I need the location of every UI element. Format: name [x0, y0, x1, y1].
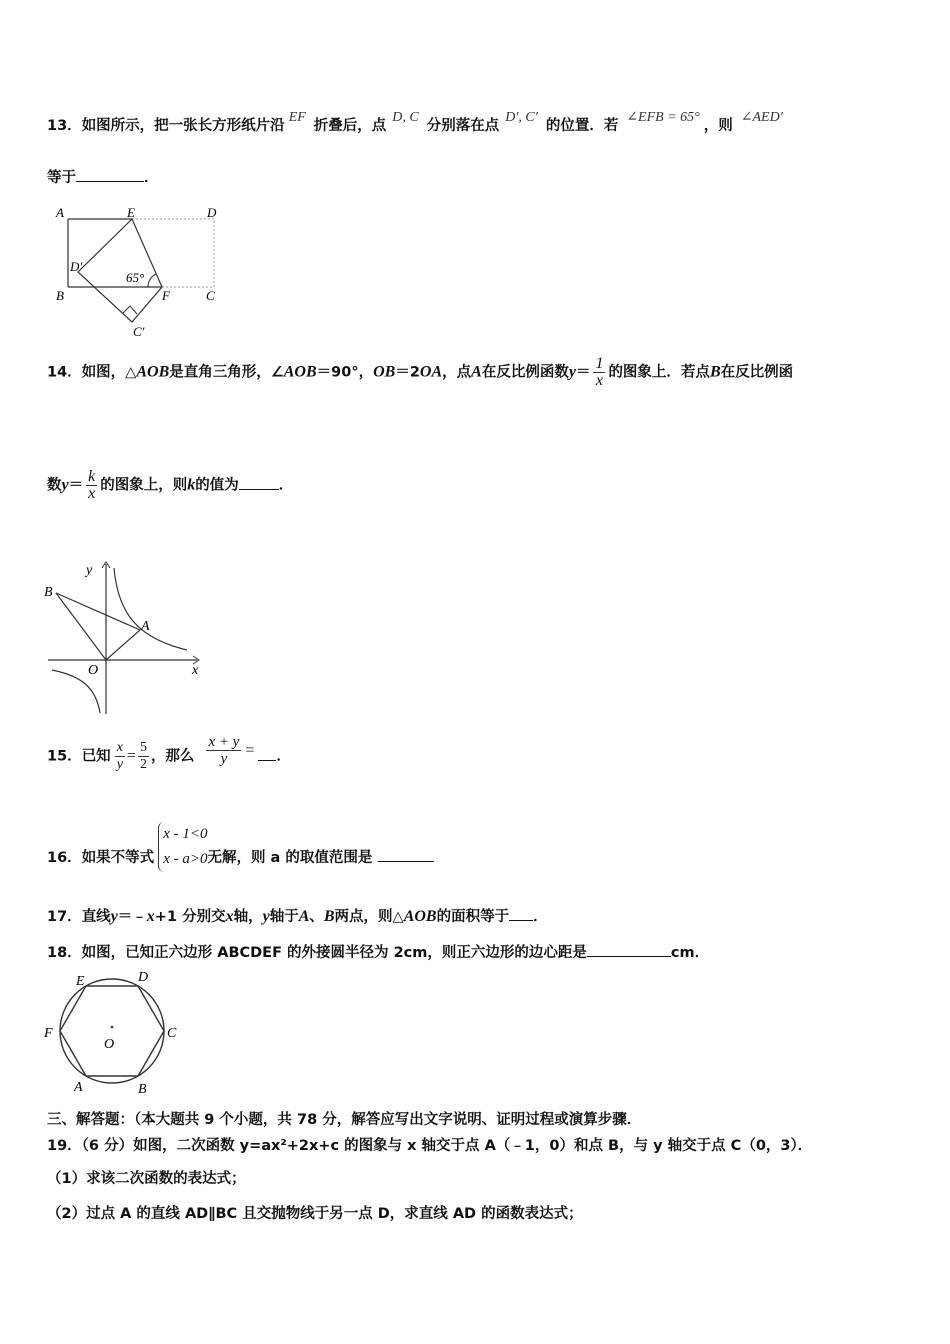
- answer-blank-15[interactable]: [258, 748, 276, 761]
- fig18-hexagon: [60, 986, 164, 1076]
- fig14-label-y: y: [86, 563, 93, 578]
- answer-blank-16[interactable]: [378, 849, 434, 862]
- q13-math-aed: ∠AED′: [740, 110, 783, 125]
- q19-part1: （1）求该二次函数的表达式；: [47, 1171, 246, 1187]
- q15-fraction-x-over-y: $\frac{x}{y}$: [116, 740, 123, 772]
- q14-figure: [42, 558, 212, 718]
- q16-inequality-system: [158, 822, 207, 872]
- fig13-label-c-prime: C′: [133, 324, 145, 339]
- fig14-label-o: O: [88, 663, 99, 678]
- fig13-label-d-prime: D′: [70, 259, 83, 274]
- q15-fraction-xy-over-y: $\frac{x + y}{y}$: [208, 734, 240, 767]
- q13-math-d1c1: D′, C′: [505, 110, 538, 125]
- fig18-label-a: A: [74, 1080, 83, 1095]
- q13-math-angle: ∠EFB = 65°: [626, 110, 700, 125]
- q13-figure: [50, 200, 230, 340]
- fig13-label-a: A: [56, 205, 64, 220]
- q13-line1: 13．如图所示，把一张长方形纸片沿EF折叠后，点D, C分别落在点D′, C′的位置．若∠EFB = 65°，则∠AED′: [47, 110, 783, 134]
- q13-math-ef: EF: [288, 110, 306, 125]
- fig14-segment-ob: [56, 593, 106, 660]
- fig14-segment-ab: [56, 593, 140, 630]
- q13-math-dc: D, C: [392, 110, 419, 125]
- answer-blank-17[interactable]: [509, 908, 533, 921]
- q15-line: 15．已知 $\frac{x}{y}$ = $\frac{5}{2}$ ，那么 $\frac{x + y}{y}$ = ．: [47, 734, 291, 772]
- q14-line1: 14．如图，△AOB是直角三角形，∠AOB＝90°，OB＝2OA，点A在反比例函数y＝ $\frac{1}{x}$ 的图象上．若点B在反比例函: [47, 355, 794, 389]
- fig13-label-d: D: [207, 205, 217, 220]
- q14-line2: 数y＝ $\frac{k}{x}$ 的图象上，则k的值为 ．: [47, 468, 294, 502]
- section-heading: 三、解答题：（本大题共 9 个小题，共 78 分，解答应写出文字说明、证明过程或演算步骤．: [47, 1112, 642, 1128]
- fig13-label-c: C: [206, 288, 215, 303]
- fig13-angle-arc: [148, 274, 156, 287]
- fig13-folded-part: [78, 219, 162, 322]
- q13-line2: 等于 ．: [47, 170, 159, 186]
- fig14-curve-q1: [114, 568, 187, 650]
- fig13-label-angle: 65°: [126, 270, 145, 285]
- answer-blank-18[interactable]: [587, 944, 671, 957]
- fig18-label-f: F: [44, 1026, 53, 1041]
- q16-inequality-2: x - a>0: [163, 851, 208, 867]
- fig18-center-point: [111, 1026, 114, 1029]
- fig13-label-f: F: [162, 288, 170, 303]
- fig14-label-b: B: [44, 585, 53, 600]
- fig18-label-c: C: [167, 1026, 177, 1041]
- fig18-label-o: O: [104, 1037, 115, 1052]
- fig14-label-x: x: [192, 663, 199, 678]
- q14-fraction-k-over-x: $\frac{k}{x}$: [88, 468, 96, 502]
- q18-figure: [40, 965, 190, 1097]
- fig18-circumcircle: [60, 979, 164, 1083]
- q16-line: 16．如果不等式 x - 1<0 x - a>0 无解，则 a 的取值范围是: [47, 822, 434, 872]
- q19-part2: （2）过点 A 的直线 AD∥BC 且交抛物线于另一点 D，求直线 AD 的函数表达式；: [47, 1206, 583, 1222]
- answer-blank-14[interactable]: [239, 477, 279, 490]
- fig18-label-d: D: [138, 970, 149, 985]
- answer-blank-13[interactable]: [76, 169, 144, 182]
- q17-line: 17．直线y＝﹣x+1 分别交x轴，y轴于A、B两点，则△AOB的面积等于 ．: [47, 908, 548, 925]
- fig18-label-b: B: [138, 1082, 147, 1097]
- fig13-label-b: B: [56, 288, 64, 303]
- fig14-label-a: A: [141, 619, 150, 634]
- fig18-label-e: E: [76, 974, 85, 989]
- q14-fraction-1-over-x: $\frac{1}{x}$: [595, 355, 604, 389]
- fig13-right-angle-mark: [123, 306, 137, 314]
- fig13-label-e: E: [127, 205, 135, 220]
- q19-header: 19．（6 分）如图，二次函数 y=ax²+2x+c 的图象与 x 轴交于点 A（﹣1，0）和点 B，与 y 轴交于点 C（0，3）．: [47, 1138, 813, 1154]
- fig14-segment-oa: [106, 630, 140, 660]
- q15-fraction-5-over-2: $\frac{5}{2}$: [139, 740, 147, 772]
- q18-line: 18．如图，已知正六边形 ABCDEF 的外接圆半径为 2cm，则正六边形的边心距是 cm．: [47, 945, 710, 961]
- q16-inequality-1: x - 1<0: [163, 826, 208, 842]
